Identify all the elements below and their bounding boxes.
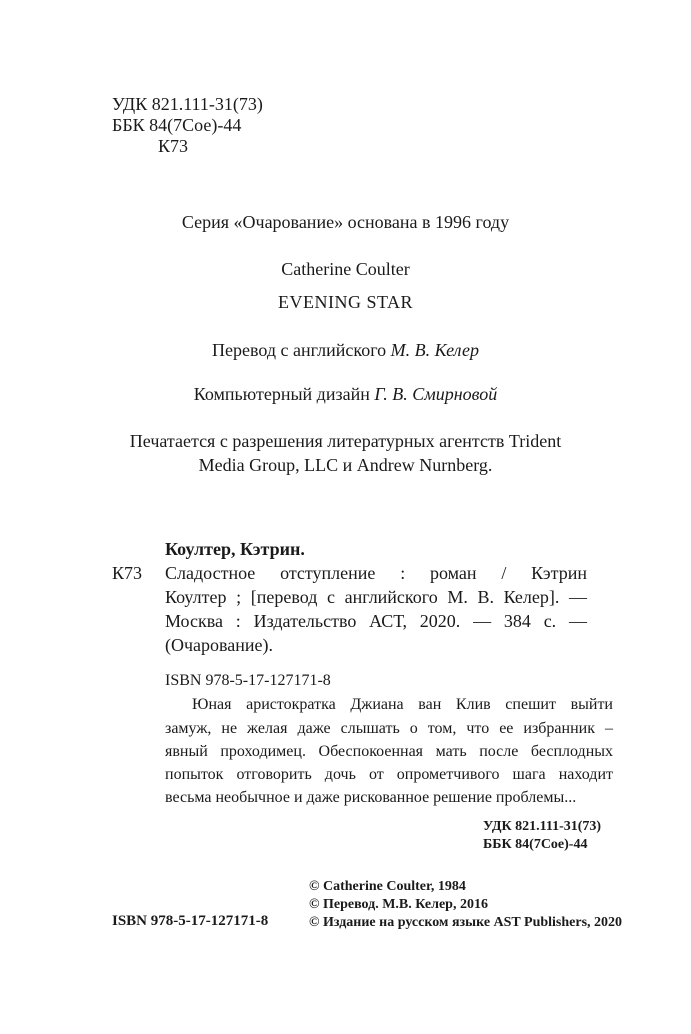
catalog-udk: УДК 821.111-31(73) <box>483 819 602 834</box>
author-mark: К73 <box>158 136 189 156</box>
catalog-description-line-3: Москва : Издательство АСТ, 2020. — 384 с. — <box>165 611 587 631</box>
catalog-bbk: ББК 84(7Сое)-44 <box>483 837 588 852</box>
translation-prefix: Перевод с английского <box>212 340 387 360</box>
isbn-bottom: ISBN 978-5-17-127171-8 <box>112 913 269 929</box>
catalog-description-line-4: (Очарование). <box>165 635 274 655</box>
permission-line-2: Media Group, LLC и Andrew Nurnberg. <box>198 455 493 475</box>
catalog-isbn: ISBN 978-5-17-127171-8 <box>165 672 331 689</box>
translation-credit <box>0 338 691 362</box>
annotation-line-2: замуж, не желая даже слышать о том, что ее избранник – <box>165 720 613 737</box>
annotation-line-3: явный проходимец. Обеспокоенная мать после бесплодных <box>165 743 613 760</box>
catalog-mark: К73 <box>112 563 143 583</box>
translator-name: М. В. Келер <box>390 340 479 360</box>
original-author: Catherine Coulter <box>281 259 410 279</box>
catalog-author-heading: Коултер, Кэтрин. <box>165 539 305 559</box>
annotation-line-5: весьма необычное и даже рискованное решение проблемы... <box>165 789 577 806</box>
copyright-line-2: © Перевод. М.В. Келер, 2016 <box>309 897 488 912</box>
annotation-line-4: попыток отговорить дочь от опрометчивого шага находит <box>165 766 613 783</box>
design-prefix: Компьютерный дизайн <box>193 384 370 404</box>
catalog-description-line-1: Сладостное отступление : роман / Кэтрин <box>165 563 587 583</box>
designer-name: Г. В. Смирновой <box>374 384 498 404</box>
original-title: EVENING STAR <box>277 292 414 312</box>
copyright-line-1: © Catherine Coulter, 1984 <box>309 879 466 894</box>
udk-code: УДК 821.111-31(73) <box>112 94 263 114</box>
copyright-line-3: © Издание на русском языке AST Publishers, 2020 <box>309 915 623 930</box>
design-credit <box>0 382 691 406</box>
annotation-line-1: Юная аристократка Джиана ван Клив спешит выйти <box>192 696 613 713</box>
catalog-description-line-2: Коултер ; [перевод с английского М. В. Келер]. — <box>165 587 587 607</box>
series-line: Серия «Очарование» основана в 1996 году <box>181 212 510 232</box>
permission-line-1: Печатается с разрешения литературных агентств Trident <box>129 431 562 451</box>
bbk-code: ББК 84(7Сое)-44 <box>112 115 242 135</box>
